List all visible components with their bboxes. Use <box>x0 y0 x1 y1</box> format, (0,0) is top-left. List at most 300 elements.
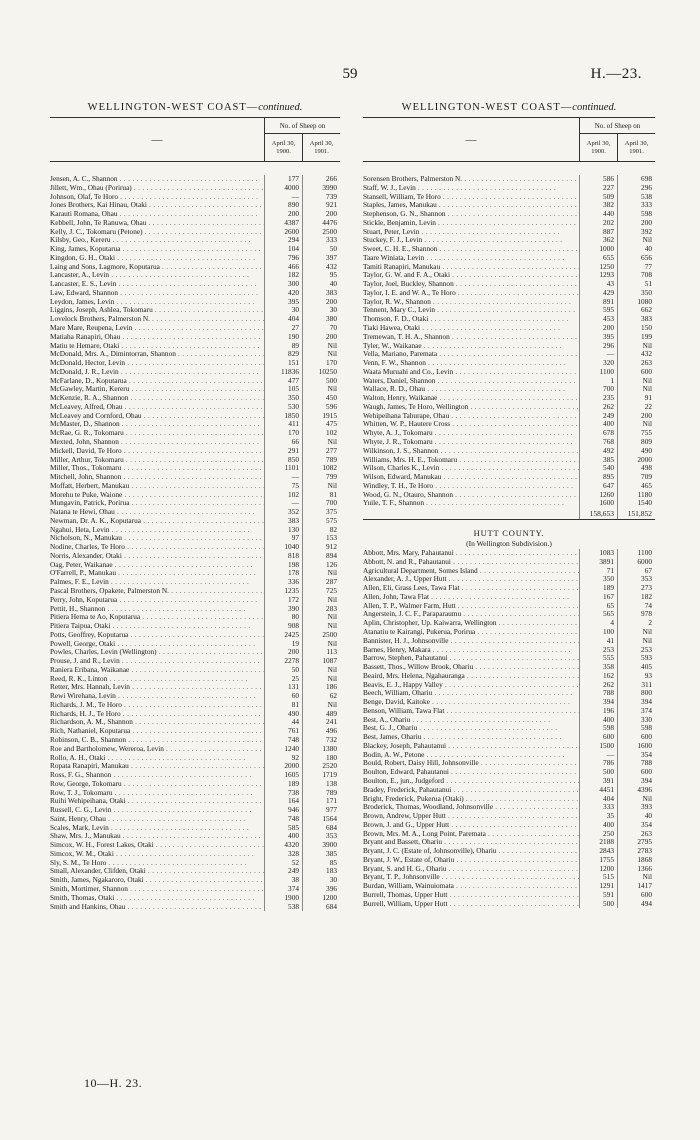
sheep-1900: 97 <box>264 534 302 543</box>
sheep-1901: 102 <box>302 429 340 438</box>
sheep-1901: 396 <box>302 885 340 894</box>
sheep-1900: 383 <box>264 517 302 526</box>
sheep-1900: 19 <box>264 640 302 649</box>
row-name: Whitten, W. P., Hautere Cross . . . <box>363 420 579 429</box>
row-name: Windley, T. H., Te Horo . . . <box>363 482 579 491</box>
row-name: Stephenson, G. N., Shannon . . . <box>363 210 579 219</box>
row-name: Laing and Sons, Lagmore, Koputarua . . . <box>50 263 264 272</box>
row-name: Matiaha Ranapiri, Ohau . . . <box>50 333 264 342</box>
row-name: Bannister, H. J., Johnsonville . . . <box>363 637 579 646</box>
row-name: Ruihi Wehipeihana, Otaki . . . <box>50 797 264 806</box>
sheep-1901: Nil <box>302 342 340 351</box>
sheep-1900: 1850 <box>264 412 302 421</box>
sheep-1901: 800 <box>617 689 655 698</box>
sheep-1900: 200 <box>264 648 302 657</box>
sheep-1901: 1200 <box>302 894 340 903</box>
sheep-1901: 1087 <box>302 657 340 666</box>
sheep-1901: 153 <box>302 534 340 543</box>
signature-mark: 10—H. 23. <box>84 1076 143 1090</box>
sheep-1900: 328 <box>264 850 302 859</box>
sheep-1900: 38 <box>264 876 302 885</box>
sheep-1900: 4320 <box>264 841 302 850</box>
sheep-1900: 400 <box>264 832 302 841</box>
sheep-1901: 50 <box>302 245 340 254</box>
row-name: Waata Muruahi and Co., Levin . . . <box>363 368 579 377</box>
row-name: Wilkinson, J. S., Shannon . . . <box>363 447 579 456</box>
sheep-1901: Nil <box>302 613 340 622</box>
sheep-1900: 429 <box>579 289 617 298</box>
sheep-1901: 91 <box>617 394 655 403</box>
sheep-1901: 977 <box>302 806 340 815</box>
row-name: Wallace, R. D., Ohau . . . <box>363 385 579 394</box>
sheep-1900: 395 <box>264 298 302 307</box>
sheep-1901: 263 <box>617 830 655 839</box>
sheep-1901: 598 <box>617 210 655 219</box>
sheep-1901: 755 <box>617 429 655 438</box>
sheep-1900: 189 <box>579 584 617 593</box>
row-name: Bradey, Frederick, Pahautanui . . . <box>363 786 579 795</box>
table-row <box>363 900 655 909</box>
sheep-1901: 494 <box>617 900 655 909</box>
sheep-1901: 1380 <box>302 745 340 754</box>
sheep-1901: 85 <box>302 859 340 868</box>
sheep-1900: 198 <box>264 561 302 570</box>
sheep-1901: 81 <box>302 491 340 500</box>
row-name: Benson, William, Tawa Flat . . . <box>363 707 579 716</box>
row-name: Robinson, C. B., Shannon . . . <box>50 736 264 745</box>
sheep-1901: 74 <box>617 602 655 611</box>
sheep-1901: 1417 <box>617 882 655 891</box>
sheep-1901: 432 <box>302 263 340 272</box>
sheep-1901: Nil <box>302 350 340 359</box>
sheep-1901: Nil <box>617 795 655 804</box>
sheep-1901: 538 <box>617 193 655 202</box>
sheep-1900: 829 <box>264 350 302 359</box>
right-column-title: WELLINGTON-WEST COAST—continued. <box>363 102 655 118</box>
row-name: Raniera Eribana, Waikanae . . . <box>50 666 264 675</box>
sheep-1900: 420 <box>264 289 302 298</box>
sheep-1900: 2188 <box>579 838 617 847</box>
sheep-1900: 1100 <box>579 368 617 377</box>
row-name: Ropata Ranapiri, Manukau . . . <box>50 762 264 771</box>
sheep-1901: Nil <box>302 438 340 447</box>
row-name: Alexander, A. J., Upper Hutt . . . <box>363 575 579 584</box>
row-name: Bodin, A. W., Petone . . . <box>363 751 579 760</box>
row-name: Brown, J. and G., Upper Hutt . . . <box>363 821 579 830</box>
sheep-1900: 509 <box>579 193 617 202</box>
row-name: Kilsby, Geo., Kereru . . . <box>50 236 264 245</box>
sheep-1901: 82 <box>302 526 340 535</box>
sheep-1900: 50 <box>264 666 302 675</box>
row-name: Stuart, Peter, Levin . . . <box>363 228 579 237</box>
sheep-1900: 1250 <box>579 263 617 272</box>
row-name: Jones Brothers, Kai Hinau, Otaki . . . <box>50 201 264 210</box>
sheep-1900: 227 <box>579 184 617 193</box>
row-name: Mickell, David, Te Horo . . . <box>50 447 264 456</box>
row-name: Perry, John, Koputarua . . . <box>50 596 264 605</box>
sheep-1901: 200 <box>617 219 655 228</box>
sheep-1901: 397 <box>302 254 340 263</box>
sheep-1900: 44 <box>264 718 302 727</box>
sheep-1900: 390 <box>264 605 302 614</box>
sheep-1900: 362 <box>579 236 617 245</box>
row-name: Sly, S. M., Te Horo . . . <box>50 859 264 868</box>
sheep-1901: 894 <box>302 552 340 561</box>
row-name: Pitiera Hema te Ao, Koputarua . . . <box>50 613 264 622</box>
right-header-year-1900: April 30, 1900. <box>586 140 611 155</box>
row-name: Leydon, James, Levin . . . <box>50 298 264 307</box>
sheep-1900: 4451 <box>579 786 617 795</box>
row-name: Kingdon, G. H., Otaki . . . <box>50 254 264 263</box>
sheep-1901: 2 <box>617 619 655 628</box>
sheep-1900: 320 <box>579 359 617 368</box>
sheep-1900: 2600 <box>264 228 302 237</box>
row-name: Powles, Charles, Levin (Wellington) . . . <box>50 648 264 657</box>
row-name: Ross, F. G., Shannon . . . <box>50 771 264 780</box>
sheep-1900: 565 <box>579 610 617 619</box>
sheep-1901: 4476 <box>302 219 340 228</box>
sheep-1901: 333 <box>302 236 340 245</box>
left-column <box>50 102 340 911</box>
sheep-1900: — <box>264 499 302 508</box>
sheep-1900: 786 <box>579 759 617 768</box>
sheep-1900: 400 <box>579 821 617 830</box>
row-name: Beech, William, Ohariu . . . <box>363 689 579 698</box>
county-title: HUTT COUNTY. <box>473 528 545 539</box>
row-name: Brown, Andrew, Upper Hutt . . . <box>363 812 579 821</box>
sheep-1900: 249 <box>264 867 302 876</box>
sheep-1900: 1260 <box>579 491 617 500</box>
row-name: Whyte, A. J., Tokomaru . . . <box>363 429 579 438</box>
row-name: Saint, Henry, Ohau . . . <box>50 815 264 824</box>
sheep-1901: Nil <box>302 482 340 491</box>
sheep-1900: 515 <box>579 873 617 882</box>
sheep-1900: 1083 <box>579 549 617 558</box>
row-name: Beavis, E. J., Happy Valley . . . <box>363 681 579 690</box>
sheep-1900: 374 <box>264 885 302 894</box>
row-name: Karauti Romana, Ohau . . . <box>50 210 264 219</box>
row-name: Mitchell, John, Shannon . . . <box>50 473 264 482</box>
sheep-1900: 89 <box>264 342 302 351</box>
sheep-1900: 350 <box>264 394 302 403</box>
row-name: McGawley, Martin, Kereru . . . <box>50 385 264 394</box>
row-name: Waters, Daniel, Shannon . . . <box>363 377 579 386</box>
total-row <box>363 508 655 520</box>
sheep-1901: 2000 <box>617 456 655 465</box>
sheep-1901: 500 <box>302 377 340 386</box>
sheep-1901: 62 <box>302 692 340 701</box>
sheep-1900: 1291 <box>579 882 617 891</box>
sheep-1901: 684 <box>302 824 340 833</box>
row-name: Vella, Mariano, Paremata . . . <box>363 350 579 359</box>
sheep-1901: 40 <box>302 280 340 289</box>
row-name: Abbott, N. and R., Pahautanui . . . <box>363 558 579 567</box>
sheep-1901: 656 <box>617 254 655 263</box>
row-name: Benge, David, Kaitoke . . . <box>363 698 579 707</box>
row-name: Brown, Mrs. M. A., Long Point, Paremata . . . <box>363 830 579 839</box>
row-name: Mungavin, Patrick, Porirua . . . <box>50 499 264 508</box>
sheep-1901: 385 <box>302 850 340 859</box>
sheep-1900: 466 <box>264 263 302 272</box>
left-header-year-1900: April 30, 1900. <box>271 140 296 155</box>
sheep-1901: 180 <box>302 754 340 763</box>
row-name: Boulton, E., jun., Judgeford . . . <box>363 777 579 786</box>
sheep-1901: 354 <box>617 751 655 760</box>
sheep-1900: 25 <box>264 675 302 684</box>
row-name: Morehu te Puke, Waione . . . <box>50 491 264 500</box>
sheep-1901: 1180 <box>617 491 655 500</box>
sheep-1900: 100 <box>579 628 617 637</box>
row-name: Miller, Arthur, Tokomaru . . . <box>50 456 264 465</box>
row-name: Whyte, J. R., Tokomaru . . . <box>363 438 579 447</box>
row-name: Taare Winiata, Levin . . . <box>363 254 579 263</box>
row-name: McKenzie, R. A., Shannon . . . <box>50 394 264 403</box>
row-name: Beaird, Mrs. Helena, Ngahauranga . . . <box>363 672 579 681</box>
sheep-1900: 385 <box>579 456 617 465</box>
row-name: Miller, Thos., Tokomaru . . . <box>50 464 264 473</box>
sheep-1900: 887 <box>579 228 617 237</box>
sheep-1901: 489 <box>302 710 340 719</box>
sheep-1901: 150 <box>617 324 655 333</box>
sheep-1901: 1868 <box>617 856 655 865</box>
sheep-1901: 393 <box>617 803 655 812</box>
row-name: Aplin, Christopher, Up. Kaiwarra, Wellington . . . <box>363 619 579 628</box>
sheep-1900: 678 <box>579 429 617 438</box>
row-name: Bryant, S. and H. G., Ohariu . . . <box>363 865 579 874</box>
sheep-1900: 1293 <box>579 271 617 280</box>
sheep-1901: 186 <box>302 683 340 692</box>
row-name: Smith, James, Ngakaroro, Otaki . . . <box>50 876 264 885</box>
sheep-1900: 492 <box>579 447 617 456</box>
row-name: Jensen, A. C., Shannon . . . <box>50 175 264 184</box>
sheep-1901: 311 <box>617 681 655 690</box>
sheep-1900: 105 <box>264 385 302 394</box>
sheep-1901: 709 <box>617 473 655 482</box>
sheep-1901: 170 <box>302 359 340 368</box>
sheep-1900: 440 <box>579 210 617 219</box>
sheep-1901: 708 <box>617 271 655 280</box>
sheep-1900: 908 <box>264 622 302 631</box>
sheep-1901: 375 <box>302 508 340 517</box>
sheep-1901: Nil <box>302 569 340 578</box>
sheep-1900: 249 <box>579 412 617 421</box>
sheep-1900: 333 <box>579 803 617 812</box>
sheep-1901: 1564 <box>302 815 340 824</box>
row-name: Rollo, A. H., Otaki . . . <box>50 754 264 763</box>
row-name: McMaster, D., Shannon . . . <box>50 420 264 429</box>
row-name: Lancaster, E. S., Levin . . . <box>50 280 264 289</box>
row-name: Mare Mare, Reupena, Levin . . . <box>50 324 264 333</box>
row-name: Taylor, G. W. and F. A., Otaki . . . <box>363 271 579 280</box>
row-name: Best, James, Ohariu . . . <box>363 733 579 742</box>
sheep-1901: Nil <box>617 637 655 646</box>
row-name: McFarlane, D., Koputarua . . . <box>50 377 264 386</box>
row-name: Thomson, F. D., Otaki . . . <box>363 315 579 324</box>
sheep-1900: 1500 <box>579 742 617 751</box>
sheep-1901: 383 <box>617 315 655 324</box>
sheep-1900: 1600 <box>579 499 617 508</box>
row-name: Staff, W. J., Levin . . . <box>363 184 579 193</box>
sheep-1900: 1755 <box>579 856 617 865</box>
sheep-1900: 35 <box>579 812 617 821</box>
sheep-1900: 92 <box>264 754 302 763</box>
sheep-1901: Nil <box>302 640 340 649</box>
sheep-1901: 732 <box>302 736 340 745</box>
sheep-1900: 1101 <box>264 464 302 473</box>
row-name: Shaw, Mrs. J., Manukau . . . <box>50 832 264 841</box>
row-name: Stuckey, F. J., Levin . . . <box>363 236 579 245</box>
row-name: Tiaki Hawea, Otaki . . . <box>363 324 579 333</box>
sheep-1901: 432 <box>617 350 655 359</box>
sheep-1900: 500 <box>579 768 617 777</box>
sheep-1900: 52 <box>264 859 302 868</box>
sheep-1901: 739 <box>302 193 340 202</box>
row-name: Row, T. J., Tokomaru . . . <box>50 789 264 798</box>
row-name: Pettit, H., Shannon . . . <box>50 605 264 614</box>
row-name: Wood, G. N., Otauro, Shannon . . . <box>363 491 579 500</box>
sheep-1901: 70 <box>302 324 340 333</box>
sheep-1901: 600 <box>617 891 655 900</box>
row-name: Pitiera Taipua, Otaki . . . <box>50 622 264 631</box>
row-name: Atanatiu te Kairangi, Pukerua, Porirua . . . <box>363 628 579 637</box>
sheep-1900: 788 <box>579 689 617 698</box>
sheep-1901: Nil <box>302 701 340 710</box>
row-name: Williams, Mrs. H. E., Tokomaru . . . <box>363 456 579 465</box>
sheep-1900: 891 <box>579 298 617 307</box>
sheep-1900: 1240 <box>264 745 302 754</box>
sheep-1901: 725 <box>302 587 340 596</box>
sheep-1901: 263 <box>617 359 655 368</box>
row-name: King, James, Koputarua . . . <box>50 245 264 254</box>
sheep-1901: 1100 <box>617 549 655 558</box>
sheep-1901: 700 <box>302 499 340 508</box>
row-name: Blackey, Joseph, Pahautanui . . . <box>363 742 579 751</box>
sheep-1901: 77 <box>617 263 655 272</box>
table-row <box>363 499 655 508</box>
row-name: Liggins, Joseph, Ashlea, Tokomaru . . . <box>50 306 264 315</box>
right-header-sheep: No. of Sheep on <box>580 118 655 134</box>
row-name: Ngahui, Heta, Levin . . . <box>50 526 264 535</box>
row-name: Bryant, T. P., Johnsonville . . . <box>363 873 579 882</box>
row-name: McLeavey and Cornford, Ohau . . . <box>50 412 264 421</box>
sheep-1901: 2500 <box>302 228 340 237</box>
sheep-1901: 199 <box>617 333 655 342</box>
sheep-1901: 138 <box>302 780 340 789</box>
sheep-1901: 598 <box>617 724 655 733</box>
sheep-1901: 273 <box>617 584 655 593</box>
sheep-1901: 353 <box>617 575 655 584</box>
right-rows <box>363 162 655 508</box>
sheep-1900: 395 <box>579 333 617 342</box>
sheep-1901: 405 <box>617 663 655 672</box>
sheep-1900: 4 <box>579 619 617 628</box>
row-name: Richards, J. M., Te Horo . . . <box>50 701 264 710</box>
sheep-1900: 400 <box>579 420 617 429</box>
sheep-1901: 450 <box>302 394 340 403</box>
row-name: Simcox, W. H., Forest Lakes, Otaki . . . <box>50 841 264 850</box>
sheep-1901: Nil <box>302 385 340 394</box>
sheep-1901: 1082 <box>302 464 340 473</box>
sheep-1901: 30 <box>302 876 340 885</box>
right-column <box>363 102 655 908</box>
sheep-1901: 788 <box>617 759 655 768</box>
row-name: Staples, James, Manukau . . . <box>363 201 579 210</box>
sheep-1900: 30 <box>264 306 302 315</box>
sheep-1901: 684 <box>302 903 340 912</box>
sheep-1901: 3900 <box>302 841 340 850</box>
right-header-name: — <box>465 133 477 146</box>
row-name: Best, A., Ohariu . . . <box>363 716 579 725</box>
sheep-1900: 595 <box>579 306 617 315</box>
row-name: McLeavey, Alfred, Ohau . . . <box>50 403 264 412</box>
row-name: Broderick, Thomas, Woodland, Johnsonville . . . <box>363 803 579 812</box>
left-header-sheep: No. of Sheep on <box>265 118 340 134</box>
sheep-1901: 380 <box>302 315 340 324</box>
sheep-1900: 2843 <box>579 847 617 856</box>
total-1900: 158,653 <box>579 508 617 519</box>
row-name: Potts, Geoffrey, Koputarua . . . <box>50 631 264 640</box>
sheep-1901: 22 <box>617 403 655 412</box>
sheep-1901: 593 <box>617 654 655 663</box>
sheep-1900: 895 <box>579 473 617 482</box>
row-name: Waugh, James, Te Horo, Wellington . . . <box>363 403 579 412</box>
sheep-1900: 1900 <box>264 894 302 903</box>
sheep-1900: — <box>264 473 302 482</box>
sheep-1900: 80 <box>264 613 302 622</box>
row-name: Kelly, J. C., Tokomaru (Petone) . . . <box>50 228 264 237</box>
sheep-1900: 400 <box>579 716 617 725</box>
sheep-1900: 738 <box>264 789 302 798</box>
sheep-1901: 30 <box>302 306 340 315</box>
row-name: Agricultural Department, Somes Island . . . <box>363 567 579 576</box>
sheep-1900: 130 <box>264 526 302 535</box>
sheep-1901: 296 <box>617 184 655 193</box>
sheep-1900: 591 <box>579 891 617 900</box>
sheep-1900: — <box>579 350 617 359</box>
row-name: Barrow, Stephen, Pahautanui . . . <box>363 654 579 663</box>
sheep-1900: 2000 <box>264 762 302 771</box>
row-name: Wehipeihana Tahurape, Ohau . . . <box>363 412 579 421</box>
row-name: Taylor, Joel, Buckley, Shannon . . . <box>363 280 579 289</box>
sheep-1901: 662 <box>617 306 655 315</box>
sheep-1901: 266 <box>302 175 340 184</box>
row-name: Russell, C. G., Levin . . . <box>50 806 264 815</box>
sheep-1900: 196 <box>579 707 617 716</box>
sheep-1901: 475 <box>302 420 340 429</box>
sheep-1900: 768 <box>579 438 617 447</box>
sheep-1901: 350 <box>617 289 655 298</box>
sheep-1901: 498 <box>617 464 655 473</box>
row-name: Scales, Mark, Levin . . . <box>50 824 264 833</box>
row-name: Abbott, Mrs. Mary, Pahautanui . . . <box>363 549 579 558</box>
sheep-1901: 394 <box>617 777 655 786</box>
row-name: Palmes, F. E., Levin . . . <box>50 578 264 587</box>
sheep-1900: 291 <box>264 447 302 456</box>
row-name: Allen, Eli, Grass Lees, Tawa Flat . . . <box>363 584 579 593</box>
sheep-1900: 358 <box>579 663 617 672</box>
sheep-1901: Nil <box>302 675 340 684</box>
sheep-1900: 189 <box>264 780 302 789</box>
sheep-1900: 1 <box>579 377 617 386</box>
row-name: Matiu te Hemare, Otaki . . . <box>50 342 264 351</box>
sheep-1900: 170 <box>264 429 302 438</box>
sheep-1901: 182 <box>617 593 655 602</box>
sheep-1901: 394 <box>617 698 655 707</box>
sheep-1901: 51 <box>617 280 655 289</box>
sheep-1901: 698 <box>617 175 655 184</box>
row-name: McDonald, J. R., Levin . . . <box>50 368 264 377</box>
sheep-1900: 404 <box>579 795 617 804</box>
